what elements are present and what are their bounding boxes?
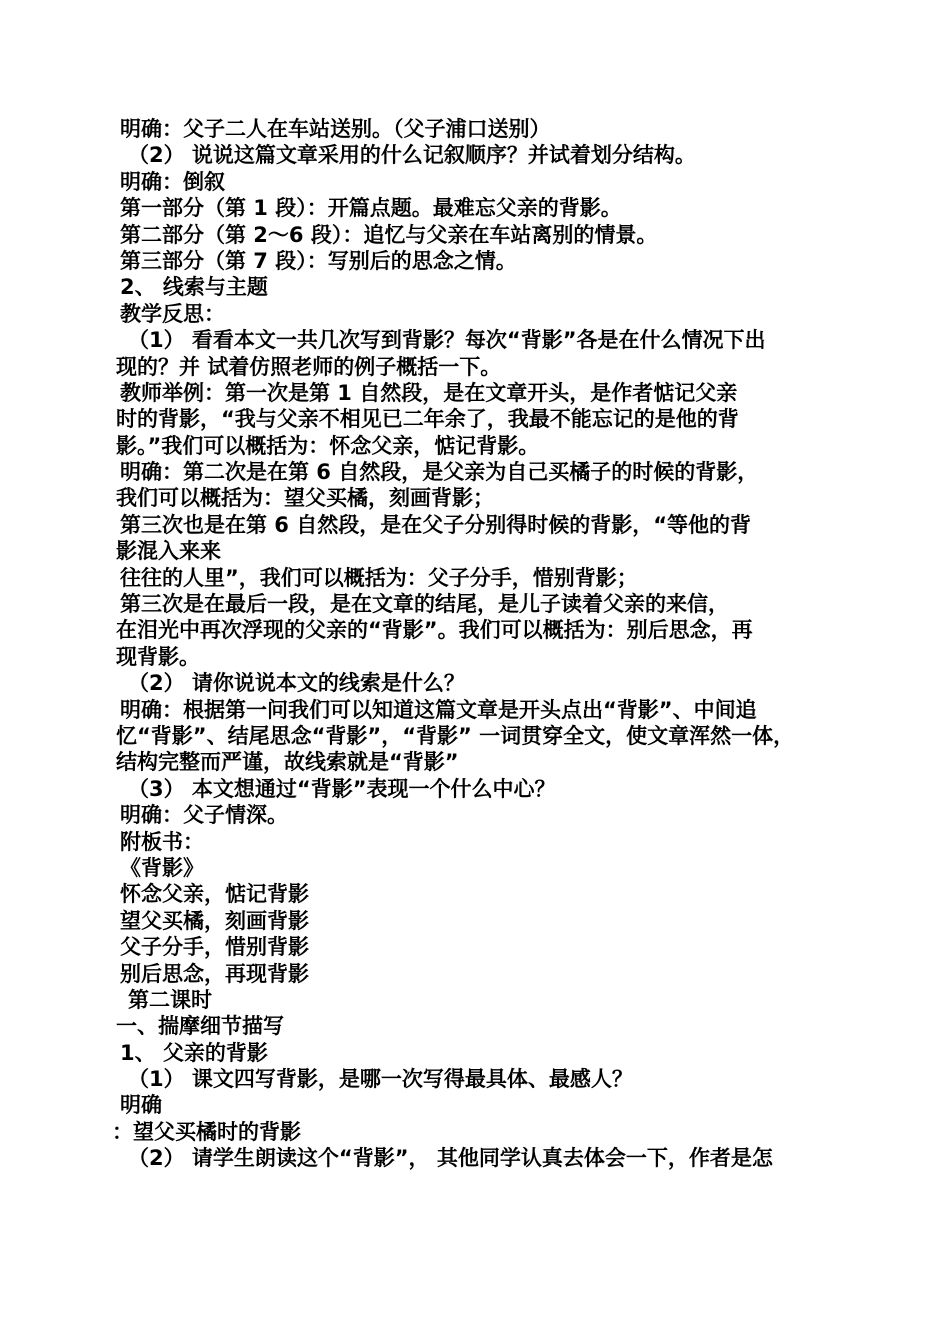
text-line: 往往的人里”，我们可以概括为：父子分手，惜别背影； — [120, 565, 638, 590]
text-line: 怀念父亲，惦记背影 — [120, 882, 309, 907]
text-line: （2） 说说这篇文章采用的什么记叙顺序？并试着划分结构。 — [128, 143, 696, 168]
text-line: 我们可以概括为：望父买橘，刻画背影； — [116, 486, 494, 511]
text-line: 教师举例：第一次是第 1 自然段，是在文章开头，是作者惦记父亲 — [120, 380, 738, 405]
text-line: （2） 请学生朗读这个“背影”， 其他同学认真去体会一下，作者是怎 — [128, 1146, 773, 1171]
text-line: 一、揣摩细节描写 — [116, 1014, 284, 1039]
text-line: 明确：倒叙 — [120, 169, 225, 194]
text-line: 在泪光中再次浮现的父亲的“背影”。我们可以概括为：别后思念，再 — [116, 618, 753, 643]
text-line: 望父买橘，刻画背影 — [120, 908, 309, 933]
text-line: 父子分手，惜别背影 — [120, 935, 309, 960]
text-line: 明确 — [120, 1093, 162, 1118]
text-line: 别后思念，再现背影 — [120, 961, 309, 986]
text-line: 现背影。 — [116, 644, 200, 669]
text-line: ：望父买橘时的背影 — [112, 1119, 301, 1144]
text-line: 影混入来来 — [116, 539, 221, 564]
text-line: （2） 请你说说本文的线索是什么？ — [128, 671, 465, 696]
text-line: 教学反思： — [120, 301, 225, 326]
text-line: 第一部分（第 1 段）：开篇点题。最难忘父亲的背影。 — [120, 196, 622, 221]
text-line: 附板书： — [120, 829, 204, 854]
text-line: （1） 课文四写背影，是哪一次写得最具体、最感人？ — [128, 1067, 633, 1092]
text-line: 明确：父子情深。 — [120, 803, 288, 828]
text-line: 第二部分（第 2～6 段）：追忆与父亲在车站离别的情景。 — [120, 222, 658, 247]
text-line: 现的？并 试着仿照老师的例子概括一下。 — [116, 354, 502, 379]
text-line: 忆“背影”、结尾思念“背影”，“背影” 一词贯穿全文，使文章浑然一体， — [116, 723, 795, 748]
text-line: 时的背影，“我与父亲不相见已二年余了，我最不能忘记的是他的背 — [116, 407, 739, 432]
text-line: 第三次是在最后一段，是在文章的结尾，是儿子读着父亲的来信， — [120, 592, 729, 617]
text-line: 明确：根据第一问我们可以知道这篇文章是开头点出“背影”、中间追 — [120, 697, 757, 722]
text-line: 《背影》 — [120, 855, 204, 880]
text-line: 明确：第二次是在第 6 自然段，是父亲为自己买橘子的时候的背影， — [120, 460, 759, 485]
text-line: 第三次也是在第 6 自然段，是在父子分别得时候的背影，“等他的背 — [120, 512, 752, 537]
text-line: （1） 看看本文一共几次写到背影？每次“背影”各是在什么情况下出 — [128, 328, 766, 353]
text-line: 结构完整而严谨，故线索就是“背影” — [116, 750, 459, 775]
text-line: 2、 线索与主题 — [120, 275, 268, 300]
text-line: 第三部分（第 7 段）：写别后的思念之情。 — [120, 248, 517, 273]
text-line: 1、 父亲的背影 — [120, 1040, 268, 1065]
text-line: 明确：父子二人在车站送别。（父子浦口送别） — [120, 117, 551, 141]
text-line: 第二课时 — [128, 987, 212, 1012]
text-line: 影。”我们可以概括为：怀念父亲，惦记背影。 — [116, 433, 540, 458]
text-line: （3） 本文想通过“背影”表现一个什么中心？ — [128, 776, 556, 801]
document-body — [112, 116, 852, 1172]
